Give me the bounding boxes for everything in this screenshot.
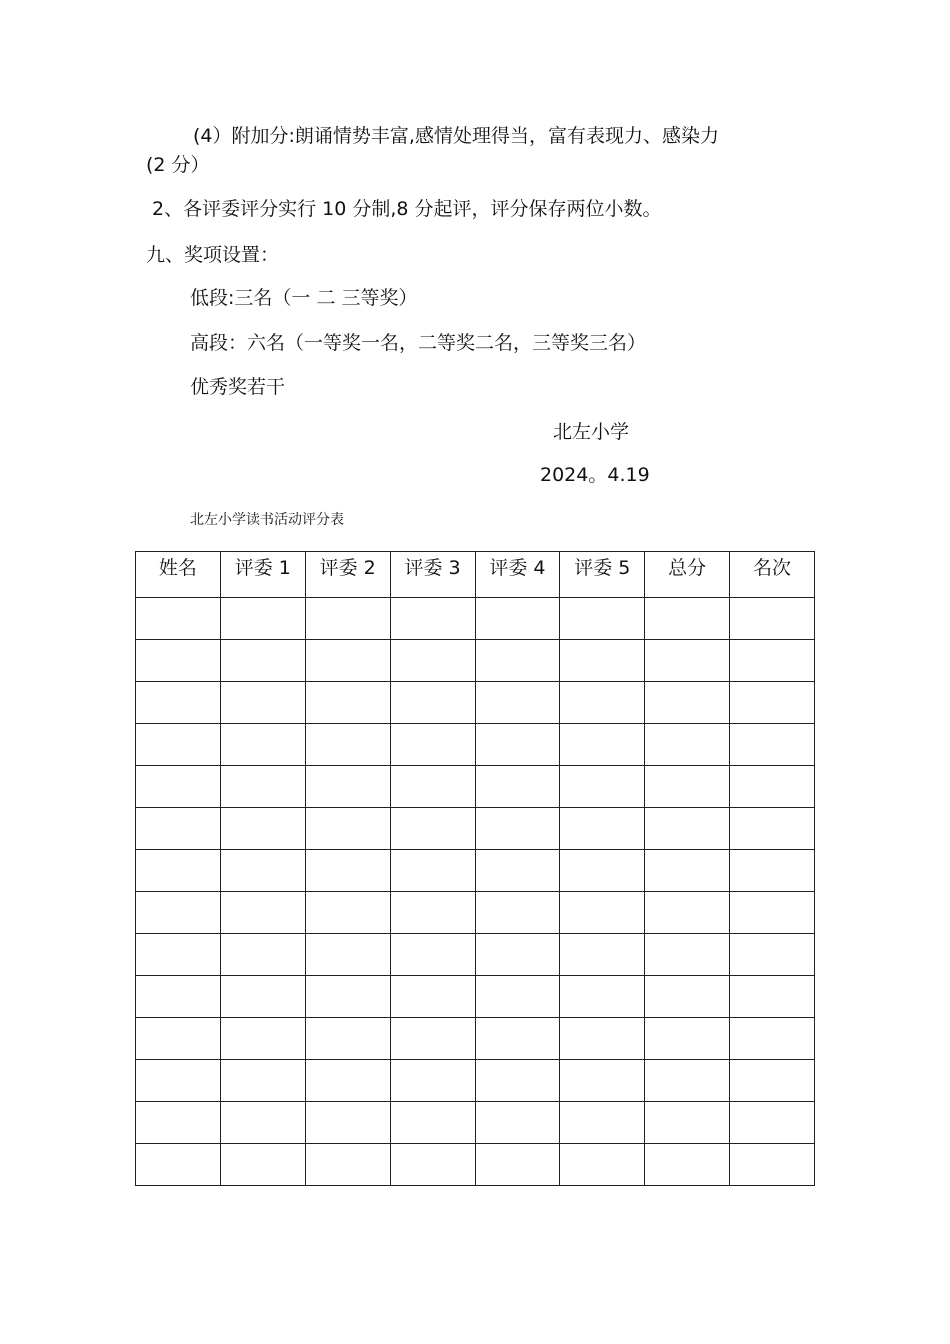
table-cell [645,682,730,724]
table-cell [220,892,305,934]
table-cell [560,682,645,724]
table-row [136,850,815,892]
table-cell [560,724,645,766]
table-cell [560,892,645,934]
award-low-grade: 低段:三名（一 二 三等奖） [190,287,418,309]
table-cell [645,892,730,934]
signature-date: 2024。4.19 [540,464,650,486]
table-cell [305,598,390,640]
table-cell [136,976,221,1018]
table-cell [305,976,390,1018]
table-cell [730,1102,815,1144]
table-row [136,934,815,976]
header-judge-4: 评委 4 [475,552,560,598]
table-cell [220,808,305,850]
score-table [135,551,815,1186]
table-cell [560,1102,645,1144]
table-cell [390,892,475,934]
table-cell [305,934,390,976]
paragraph-scoring-rule: 2、各评委评分实行 10 分制,8 分起评，评分保存两位小数。 [152,198,662,220]
table-cell [390,766,475,808]
table-cell [220,766,305,808]
table-cell [730,766,815,808]
table-cell [475,1060,560,1102]
table-cell [136,1018,221,1060]
table-cell [220,724,305,766]
table-cell [390,934,475,976]
header-judge-5: 评委 5 [560,552,645,598]
table-cell [390,1060,475,1102]
table-cell [645,808,730,850]
table-cell [220,598,305,640]
table-cell [730,808,815,850]
table-cell [220,1144,305,1186]
table-cell [730,934,815,976]
table-cell [136,850,221,892]
table-cell [475,724,560,766]
table-cell [475,766,560,808]
table-cell [475,850,560,892]
table-cell [220,934,305,976]
table-body [136,598,815,1186]
table-cell [305,892,390,934]
table-cell [730,1060,815,1102]
paragraph-bonus-line1: (4）附加分:朗诵情势丰富,感情处理得当，富有表现力、感染力 [193,125,719,147]
table-cell [730,1144,815,1186]
table-row [136,1144,815,1186]
header-name: 姓名 [136,552,221,598]
table-cell [220,682,305,724]
table-cell [560,934,645,976]
table-cell [305,682,390,724]
table-cell [305,1144,390,1186]
table-row [136,682,815,724]
table-cell [136,640,221,682]
table-cell [730,598,815,640]
table-cell [305,1018,390,1060]
table-cell [390,682,475,724]
table-row [136,892,815,934]
table-cell [475,892,560,934]
table-cell [390,724,475,766]
table-caption: 北左小学读书活动评分表 [190,512,344,528]
table-cell [136,1060,221,1102]
signature-school: 北左小学 [553,421,630,443]
table-cell [475,1102,560,1144]
table-cell [645,850,730,892]
table-cell [730,724,815,766]
table-cell [645,1060,730,1102]
header-judge-1: 评委 1 [220,552,305,598]
table-cell [475,598,560,640]
table-cell [730,640,815,682]
table-cell [560,1018,645,1060]
table-cell [475,682,560,724]
table-cell [645,1018,730,1060]
table-cell [560,598,645,640]
table-cell [305,766,390,808]
table-cell [730,892,815,934]
table-row [136,1018,815,1060]
table-cell [220,1060,305,1102]
table-header-row [136,552,815,598]
table-row [136,598,815,640]
header-judge-2: 评委 2 [305,552,390,598]
table-cell [475,1144,560,1186]
table-cell [475,808,560,850]
table-cell [475,934,560,976]
header-judge-3: 评委 3 [390,552,475,598]
table-cell [645,934,730,976]
award-excellence: 优秀奖若干 [190,376,286,398]
table-cell [560,1144,645,1186]
table-cell [645,976,730,1018]
table-cell [136,1144,221,1186]
table-cell [475,640,560,682]
table-cell [390,1102,475,1144]
award-high-grade: 高段：六名（一等奖一名，二等奖二名，三等奖三名） [190,332,647,354]
table-row [136,976,815,1018]
table-cell [136,934,221,976]
table-cell [305,850,390,892]
section-heading-awards: 九、奖项设置： [146,244,280,266]
table-cell [136,766,221,808]
table-cell [305,1102,390,1144]
table-row [136,808,815,850]
table-cell [390,850,475,892]
table-cell [390,640,475,682]
table-cell [220,1018,305,1060]
table-cell [136,724,221,766]
table-cell [305,724,390,766]
table-cell [730,682,815,724]
table-cell [305,1060,390,1102]
header-rank: 名次 [730,552,815,598]
table-cell [390,808,475,850]
table-cell [220,640,305,682]
table-cell [305,640,390,682]
table-row [136,724,815,766]
table-cell [560,850,645,892]
table-cell [730,850,815,892]
table-cell [475,1018,560,1060]
table-cell [730,976,815,1018]
table-cell [560,808,645,850]
table-row [136,640,815,682]
table-cell [645,1144,730,1186]
table-cell [475,976,560,1018]
table-cell [390,1144,475,1186]
table-cell [305,808,390,850]
header-total: 总分 [645,552,730,598]
table-cell [220,1102,305,1144]
table-cell [645,1102,730,1144]
table-cell [560,976,645,1018]
table-cell [136,682,221,724]
table-cell [645,598,730,640]
table-cell [645,766,730,808]
table-cell [136,1102,221,1144]
table-cell [136,808,221,850]
table-cell [136,598,221,640]
table-cell [390,976,475,1018]
table-row [136,1102,815,1144]
table-cell [730,1018,815,1060]
table-cell [136,892,221,934]
paragraph-bonus-line2: (2 分） [146,154,210,176]
table-cell [220,850,305,892]
table-cell [560,1060,645,1102]
table-cell [560,640,645,682]
table-cell [220,976,305,1018]
table-cell [645,724,730,766]
table-cell [645,640,730,682]
table-cell [390,1018,475,1060]
table-cell [560,766,645,808]
table-row [136,1060,815,1102]
table-row [136,766,815,808]
table-cell [390,598,475,640]
